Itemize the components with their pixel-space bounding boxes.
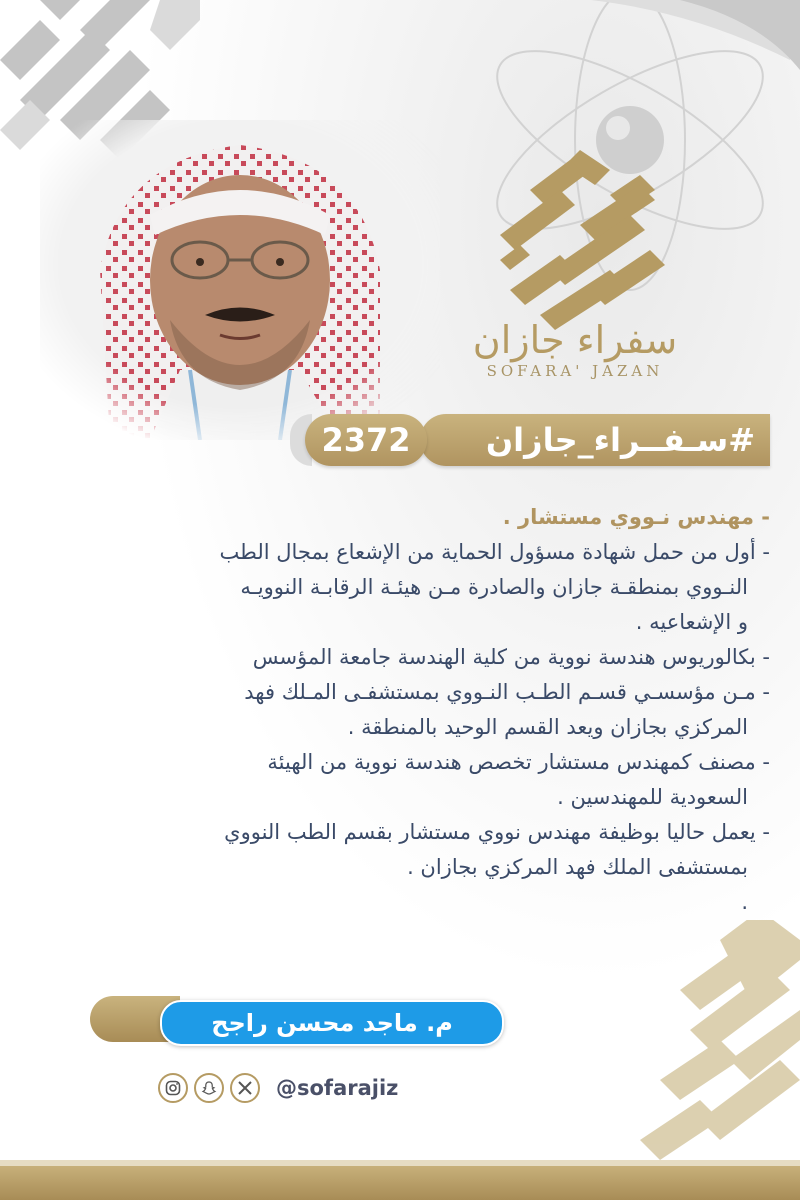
- bio-line: المركزي بجازان ويعد القسم الوحيد بالمنطقة .: [347, 715, 748, 739]
- logo-watermark-bottom-right: [600, 920, 800, 1180]
- bio-line: النـووي بمنطقـة جازان والصادرة مـن هيئـة الرقابـة النوويـه: [240, 575, 748, 599]
- logo-english-text: SOFARA' JAZAN: [486, 362, 664, 380]
- bio-line: - بكالوريوس هندسة نووية من كلية الهندسة جامعة المؤسس: [252, 645, 770, 669]
- bio-line: - مصنف كمهندس مستشار تخصص هندسة نووية من الهيئة: [267, 750, 770, 774]
- bio-line: - أول من حمل شهادة مسؤول الحماية من الإشعاع بمجال الطب: [219, 540, 770, 564]
- bio-line: السعودية للمهندسين .: [557, 785, 748, 809]
- bio-text: [30, 500, 770, 920]
- bio-line: - مهندس نـووي مستشار .: [502, 505, 770, 529]
- x-icon[interactable]: [230, 1073, 260, 1103]
- social-handle[interactable]: @sofarajiz: [276, 1076, 399, 1100]
- bio-line: بمستشفى الملك فهد المركزي بجازان .: [407, 855, 748, 879]
- portrait-photo: [40, 120, 440, 440]
- snapchat-icon[interactable]: [194, 1073, 224, 1103]
- hashtag-text: #سـفــراء_جازان: [485, 421, 755, 459]
- bio-line: - يعمل حاليا بوظيفة مهندس نووي مستشار بقسم الطب النووي: [224, 820, 770, 844]
- bio-line: - مـن مؤسسـي قسـم الطـب النـووي بمستشفـى المـلك فهد: [244, 680, 770, 704]
- bio-line: و الإشعاعيه .: [635, 610, 748, 634]
- ambassador-number: 2372: [305, 414, 427, 466]
- logo-arabic-text: سفراء جازان: [472, 318, 678, 362]
- bio-line: .: [741, 890, 748, 914]
- instagram-icon[interactable]: [158, 1073, 188, 1103]
- social-links: [158, 1070, 398, 1106]
- person-name: م. ماجد محسن راجح: [160, 1000, 504, 1046]
- footer-bar: [0, 1166, 800, 1200]
